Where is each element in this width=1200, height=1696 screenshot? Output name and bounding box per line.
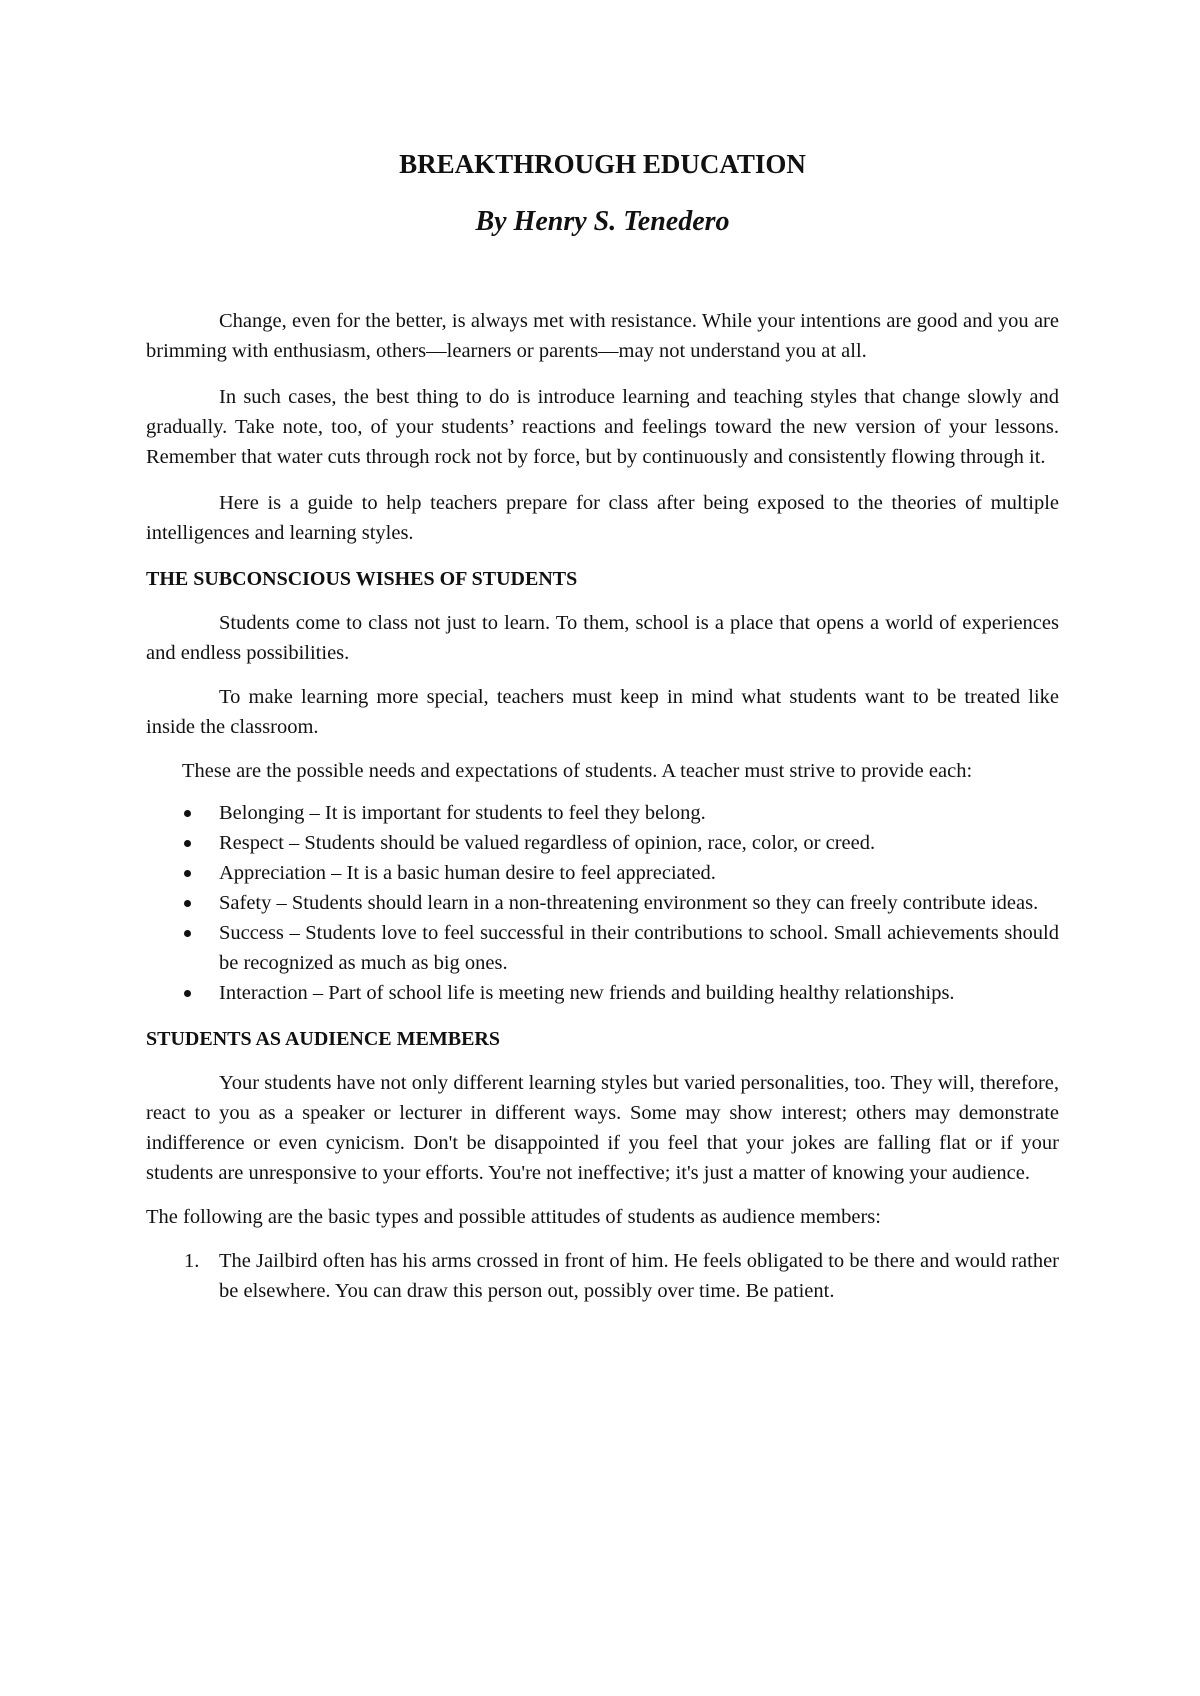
intro-paragraph: Change, even for the better, is always met with resistance. While your intentions are good and you are brimming with enthusiasm, others—learners or parents—may not understand you at all. <box>146 310 1059 362</box>
section-paragraph: To make learning more special, teachers must keep in mind what students want to be treated like inside the classroom. <box>146 686 1059 738</box>
bullet-icon <box>184 990 191 997</box>
bullet-icon <box>184 840 191 847</box>
bullet-text: Safety – Students should learn in a non-threatening environment so they can freely contribute ideas. <box>219 892 1039 914</box>
bullet-icon <box>184 930 191 937</box>
bullet-text: Success – Students love to feel successful in their contributions to school. Small achievements should be recognized as much as big ones. <box>219 922 1059 974</box>
needs-intro-paragraph: These are the possible needs and expectations of students. A teacher must strive to provide each: <box>182 760 973 782</box>
section-heading-subconscious-wishes: THE SUBCONSCIOUS WISHES OF STUDENTS <box>146 568 578 590</box>
audience-types-list <box>146 1246 1059 1306</box>
section-paragraph: Your students have not only different learning styles but varied personalities, too. They will, therefore, react to you as a speaker or lecturer in different ways. Some may show interest; others may demonstrate indifference or even cynicism. Don't be disappointed if you feel that your jokes are falling flat or if your students are unresponsive to your efforts. You're not ineffective; it's just a matter of knowing your audience. <box>146 1072 1059 1184</box>
bullet-icon <box>184 870 191 877</box>
document-body <box>146 144 1059 1306</box>
bullet-list-item <box>146 858 1059 888</box>
types-intro-paragraph: The following are the basic types and possible attitudes of students as audience members: <box>146 1206 881 1228</box>
bullet-text: Appreciation – It is a basic human desire to feel appreciated. <box>219 862 716 884</box>
bullet-text: Belonging – It is important for students to feel they belong. <box>219 802 706 824</box>
bullet-icon <box>184 900 191 907</box>
section-heading-audience-members: STUDENTS AS AUDIENCE MEMBERS <box>146 1028 500 1050</box>
bullet-list-item <box>146 798 1059 828</box>
bullet-text: Interaction – Part of school life is meeting new friends and building healthy relationships. <box>219 982 955 1004</box>
bullet-list-item <box>146 978 1059 1008</box>
list-number: 1. <box>184 1250 200 1272</box>
list-item-text: The Jailbird often has his arms crossed in front of him. He feels obligated to be there and would rather be elsewhere. You can draw this person out, possibly over time. Be patient. <box>219 1250 1059 1302</box>
bullet-list-item <box>146 918 1059 978</box>
needs-bullet-list <box>146 798 1059 1008</box>
intro-paragraph: In such cases, the best thing to do is introduce learning and teaching styles that change slowly and gradually. Take note, too, of your students’ reactions and feelings toward the new version of your lessons. Remember that water cuts through rock not by force, but by continuously and consistently flowing through it. <box>146 386 1059 468</box>
bullet-text: Respect – Students should be valued regardless of opinion, race, color, or creed. <box>219 832 876 854</box>
section-paragraph: Students come to class not just to learn. To them, school is a place that opens a world of experiences and endless possibilities. <box>146 612 1059 664</box>
intro-paragraph: Here is a guide to help teachers prepare for class after being exposed to the theories of multiple intelligences and learning styles. <box>146 492 1059 544</box>
bullet-icon <box>184 810 191 817</box>
bullet-list-item <box>146 828 1059 858</box>
numbered-list-item <box>146 1246 1059 1306</box>
document-title: BREAKTHROUGH EDUCATION <box>399 149 806 179</box>
bullet-list-item <box>146 888 1059 918</box>
document-byline: By Henry S. Tenedero <box>475 206 730 237</box>
